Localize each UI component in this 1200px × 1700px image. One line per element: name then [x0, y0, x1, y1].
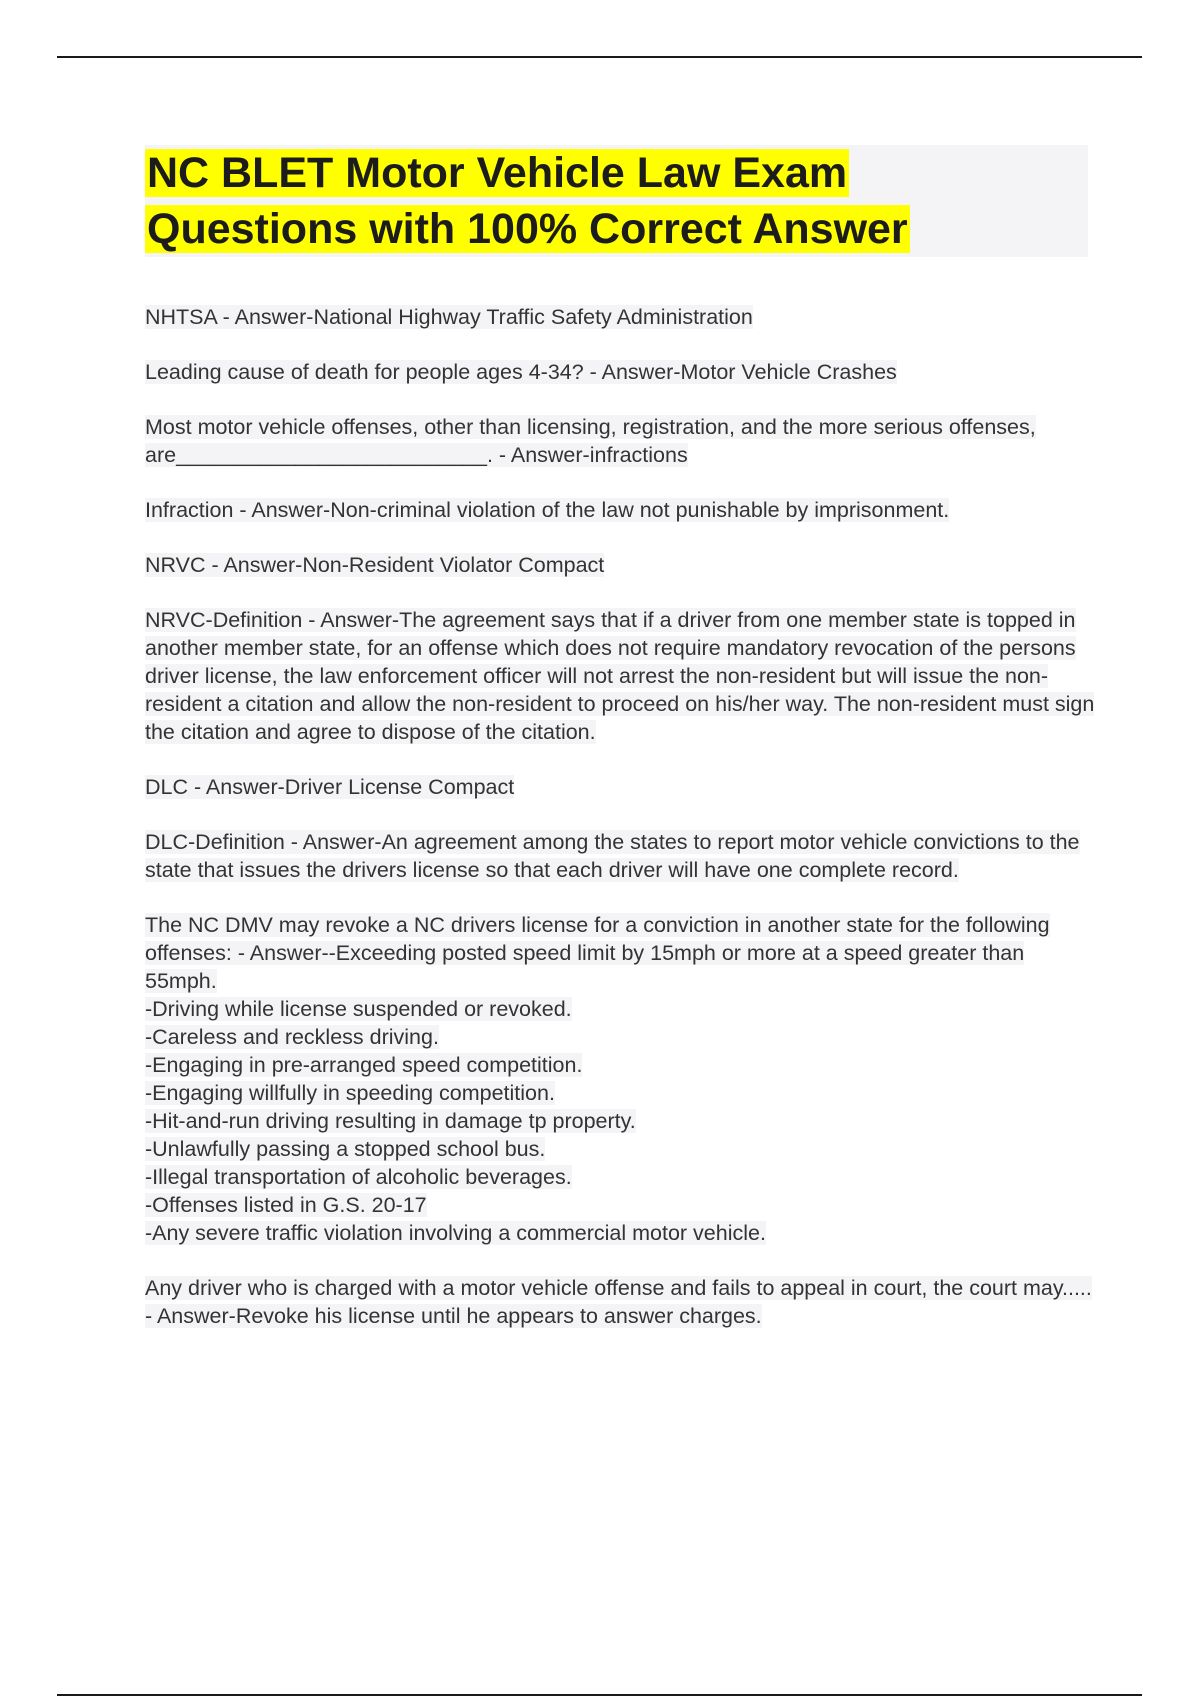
offense-list — [145, 995, 1095, 1247]
title-line-1: NC BLET Motor Vehicle Law Exam — [147, 149, 848, 197]
question: DLC-Definition - Answer- — [145, 830, 382, 854]
question: Most motor vehicle offenses, other than licensing, registration, and the more serious offenses, are__________________________. - Answer- — [145, 415, 1036, 467]
footer-rule — [57, 1694, 1142, 1696]
offense-text: -Any severe traffic violation involving a commercial motor vehicle. — [145, 1221, 766, 1245]
question: Infraction - Answer- — [145, 498, 331, 522]
offense-text: -Hit-and-run driving resulting in damage tp property. — [145, 1109, 636, 1133]
list-item — [145, 1107, 1095, 1135]
offense-text: -Offenses listed in G.S. 20-17 — [145, 1193, 427, 1217]
list-item — [145, 1023, 1095, 1051]
title-block — [145, 145, 1088, 257]
list-item — [145, 1191, 1095, 1219]
qa-item — [145, 606, 1095, 746]
answer: Revoke his license until he appears to answer charges. — [235, 1304, 762, 1328]
offense-text: -Unlawfully passing a stopped school bus. — [145, 1137, 546, 1161]
question: NRVC-Definition - Answer- — [145, 608, 400, 632]
qa-item — [145, 773, 1095, 801]
list-item — [145, 1219, 1095, 1247]
question: Leading cause of death for people ages 4-34? - Answer- — [145, 360, 681, 384]
question: The NC DMV may revoke a NC drivers license for a conviction in another state for the following offenses: - Answer- — [145, 913, 1050, 965]
answer: Motor Vehicle Crashes — [680, 360, 897, 384]
answer: Non-Resident Violator Compact — [302, 553, 605, 577]
qa-item — [145, 1274, 1095, 1330]
header-rule — [57, 56, 1142, 58]
answer: infractions — [589, 443, 688, 467]
question: NRVC - Answer- — [145, 553, 303, 577]
offense-text: -Driving while license suspended or revoked. — [145, 997, 572, 1021]
qa-item — [145, 413, 1095, 469]
answer: An agreement among the states to report motor vehicle convictions to the state that issues the drivers license so that each driver will have one complete record. — [145, 830, 1080, 882]
qa-item-revoke — [145, 911, 1095, 1247]
list-item — [145, 1163, 1095, 1191]
qa-item — [145, 551, 1095, 579]
title-line-2: Questions with 100% Correct Answer — [147, 205, 908, 253]
question: DLC - Answer- — [145, 775, 285, 799]
qa-content — [145, 303, 1095, 1357]
offense-text: -Illegal transportation of alcoholic beverages. — [145, 1165, 572, 1189]
list-item — [145, 1051, 1095, 1079]
answer: The agreement says that if a driver from one member state is topped in another member state, for an offense which does not require mandatory revocation of the persons driver license, the law enforcement officer will not arrest the non-resident but will issue the non-resident a citation and allow the non-resident to proceed on his/her way. The non-resident must sign the citation and agree to dispose of the citation. — [145, 608, 1095, 744]
question: Any driver who is charged with a motor vehicle offense and fails to appeal in court, the court may..... - Answer- — [145, 1276, 1092, 1328]
list-item — [145, 1135, 1095, 1163]
offense-text: -Engaging in pre-arranged speed competition. — [145, 1053, 583, 1077]
offense-text: -Careless and reckless driving. — [145, 1025, 439, 1049]
offense-text: -Engaging willfully in speeding competition. — [145, 1081, 555, 1105]
qa-item — [145, 358, 1095, 386]
answer: Driver License Compact — [284, 775, 515, 799]
answer: National Highway Traffic Safety Administration — [313, 305, 753, 329]
qa-item — [145, 303, 1095, 331]
document-title — [145, 145, 1088, 257]
question: NHTSA - Answer- — [145, 305, 314, 329]
answer: Non-criminal violation of the law not punishable by imprisonment. — [330, 498, 950, 522]
list-item — [145, 1079, 1095, 1107]
answer: -Exceeding posted speed limit by 15mph or more at a speed greater than 55mph. — [145, 941, 1025, 993]
list-item — [145, 995, 1095, 1023]
qa-item — [145, 496, 1095, 524]
qa-item — [145, 828, 1095, 884]
